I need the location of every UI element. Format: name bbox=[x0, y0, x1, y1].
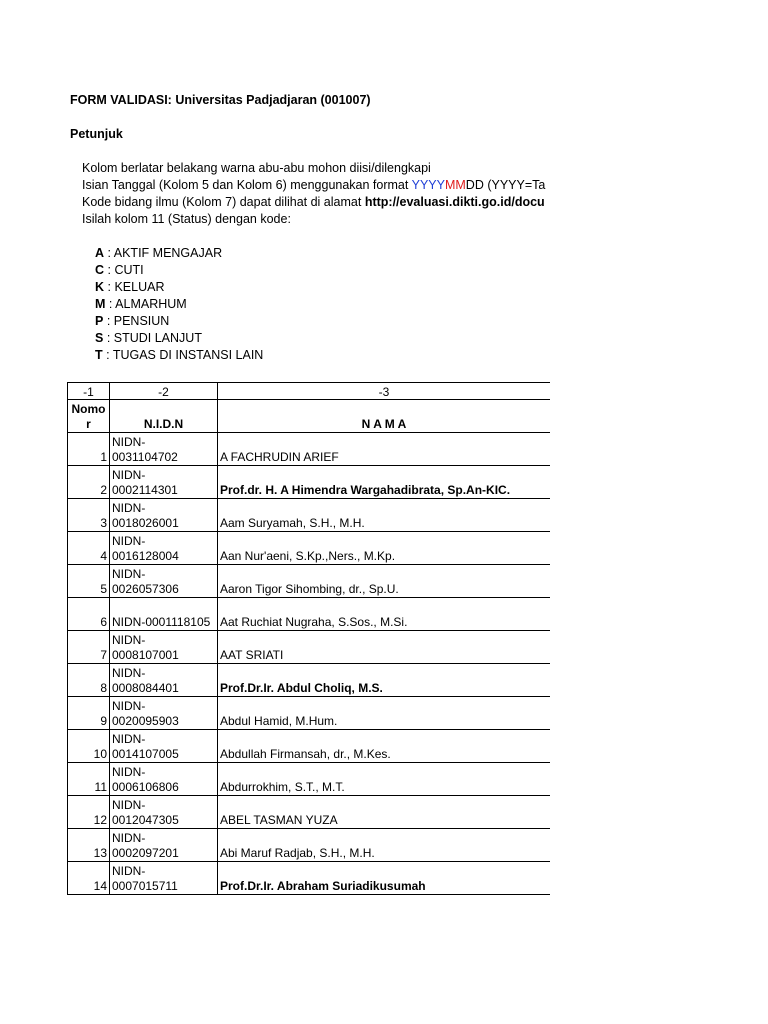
instruction-line-3: Kode bidang ilmu (Kolom 7) dapat dilihat di alamat http://evaluasi.dikti.go.id/docu bbox=[82, 195, 545, 209]
status-code-item bbox=[95, 262, 144, 279]
status-code-description: : ALMARHUM bbox=[105, 297, 187, 311]
nidn-number: NIDN-0001118105 bbox=[112, 615, 211, 629]
nidn-prefix: NIDN- bbox=[112, 831, 146, 845]
col-number-2: -2 bbox=[110, 383, 218, 400]
row-number: 5 bbox=[68, 565, 110, 598]
row-number: 6 bbox=[68, 598, 110, 631]
row-number: 10 bbox=[68, 730, 110, 763]
row-nama: Abdurrokhim, S.T., M.T. bbox=[218, 763, 551, 796]
nidn-prefix: NIDN- bbox=[112, 501, 146, 515]
row-nama: Prof.Dr.Ir. Abdul Choliq, M.S. bbox=[218, 664, 551, 697]
nidn-number: 0002114301 bbox=[112, 483, 178, 497]
status-code-letter: P bbox=[95, 314, 104, 328]
row-nidn bbox=[110, 565, 218, 598]
table-row bbox=[68, 697, 551, 730]
row-nama: Abdul Hamid, M.Hum. bbox=[218, 697, 551, 730]
row-nama: Aaron Tigor Sihombing, dr., Sp.U. bbox=[218, 565, 551, 598]
table-row bbox=[68, 466, 551, 499]
row-nidn bbox=[110, 598, 218, 631]
status-code-item bbox=[95, 296, 187, 313]
row-number: 11 bbox=[68, 763, 110, 796]
row-nama: Aat Ruchiat Nugraha, S.Sos., M.Si. bbox=[218, 598, 551, 631]
row-number: 3 bbox=[68, 499, 110, 532]
table-row bbox=[68, 433, 551, 466]
nidn-number: 0031104702 bbox=[112, 450, 178, 464]
nidn-number: 0006106806 bbox=[112, 780, 179, 794]
row-number: 2 bbox=[68, 466, 110, 499]
table-row bbox=[68, 796, 551, 829]
nidn-number: 0007015711 bbox=[112, 879, 178, 893]
nidn-prefix: NIDN- bbox=[112, 864, 146, 878]
status-code-item bbox=[95, 313, 169, 330]
row-nama: Prof.Dr.Ir. Abraham Suriadikusumah bbox=[218, 862, 551, 895]
nidn-number: 0012047305 bbox=[112, 813, 179, 827]
nidn-number: 0018026001 bbox=[112, 516, 179, 530]
row-nama: Abi Maruf Radjab, S.H., M.H. bbox=[218, 829, 551, 862]
nidn-prefix: NIDN- bbox=[112, 732, 146, 746]
col-number-1: -1 bbox=[68, 383, 110, 400]
status-code-letter: M bbox=[95, 297, 106, 311]
nidn-prefix: NIDN- bbox=[112, 699, 146, 713]
row-nidn bbox=[110, 631, 218, 664]
status-code-letter: A bbox=[95, 246, 105, 260]
nidn-number: 0008107001 bbox=[112, 648, 179, 662]
nidn-prefix: NIDN- bbox=[112, 666, 146, 680]
status-code-item bbox=[95, 330, 202, 347]
table-row bbox=[68, 829, 551, 862]
nidn-prefix: NIDN- bbox=[112, 567, 146, 581]
row-nama: Prof.dr. H. A Himendra Wargahadibrata, Sp.An-KIC. bbox=[218, 466, 551, 499]
row-number: 8 bbox=[68, 664, 110, 697]
status-code-item bbox=[95, 279, 164, 296]
col-label-nomor: Nomo r bbox=[68, 400, 110, 433]
status-code-letter: K bbox=[95, 280, 105, 294]
status-code-description: : KELUAR bbox=[104, 280, 165, 294]
row-nidn bbox=[110, 499, 218, 532]
table-row bbox=[68, 664, 551, 697]
table-body bbox=[68, 433, 551, 895]
row-nama: Abdullah Firmansah, dr., M.Kes. bbox=[218, 730, 551, 763]
table-row bbox=[68, 499, 551, 532]
nidn-prefix: NIDN- bbox=[112, 468, 146, 482]
status-code-item bbox=[95, 347, 263, 364]
status-code-description: : TUGAS DI INSTANSI LAIN bbox=[102, 348, 264, 362]
nidn-number: 0016128004 bbox=[112, 549, 179, 563]
lecturer-table bbox=[67, 382, 550, 895]
row-nidn bbox=[110, 664, 218, 697]
row-number: 4 bbox=[68, 532, 110, 565]
reference-url: http://evaluasi.dikti.go.id/docu bbox=[364, 195, 545, 209]
row-number: 14 bbox=[68, 862, 110, 895]
row-nidn bbox=[110, 697, 218, 730]
col-label-nidn: N.I.D.N bbox=[110, 400, 218, 433]
row-nidn bbox=[110, 763, 218, 796]
row-nama: AAT SRIATI bbox=[218, 631, 551, 664]
status-code-description: : CUTI bbox=[104, 263, 144, 277]
instructions-heading: Petunjuk bbox=[70, 127, 123, 141]
row-nidn bbox=[110, 730, 218, 763]
nidn-prefix: NIDN- bbox=[112, 765, 146, 779]
table-row bbox=[68, 532, 551, 565]
row-number: 13 bbox=[68, 829, 110, 862]
row-nama: ABEL TASMAN YUZA bbox=[218, 796, 551, 829]
row-nidn bbox=[110, 433, 218, 466]
row-nidn bbox=[110, 466, 218, 499]
nidn-prefix: NIDN- bbox=[112, 435, 146, 449]
format-mm: MM bbox=[444, 178, 466, 192]
table-row bbox=[68, 862, 551, 895]
status-code-description: : AKTIF MENGAJAR bbox=[104, 246, 223, 260]
form-title: FORM VALIDASI: Universitas Padjadjaran (001007) bbox=[70, 93, 371, 107]
status-code-letter: S bbox=[95, 331, 104, 345]
table-row bbox=[68, 730, 551, 763]
row-nidn bbox=[110, 796, 218, 829]
col-number-3: -3 bbox=[218, 383, 551, 400]
nidn-prefix: NIDN- bbox=[112, 633, 146, 647]
instruction-line-1: Kolom berlatar belakang warna abu-abu mohon diisi/dilengkapi bbox=[82, 161, 431, 175]
row-number: 1 bbox=[68, 433, 110, 466]
row-number: 9 bbox=[68, 697, 110, 730]
row-number: 7 bbox=[68, 631, 110, 664]
row-nama: Aan Nur'aeni, S.Kp.,Ners., M.Kp. bbox=[218, 532, 551, 565]
col-label-nama: N A M A bbox=[218, 400, 551, 433]
nidn-number: 0020095903 bbox=[112, 714, 179, 728]
status-code-description: : PENSIUN bbox=[103, 314, 170, 328]
row-nama: Aam Suryamah, S.H., M.H. bbox=[218, 499, 551, 532]
nidn-number: 0014107005 bbox=[112, 747, 179, 761]
status-code-letter: C bbox=[95, 263, 105, 277]
status-code-item bbox=[95, 245, 222, 262]
column-number-row bbox=[68, 383, 551, 400]
nidn-prefix: NIDN- bbox=[112, 798, 146, 812]
row-nidn bbox=[110, 829, 218, 862]
nidn-number: 0008084401 bbox=[112, 681, 179, 695]
row-nidn bbox=[110, 862, 218, 895]
nidn-number: 0002097201 bbox=[112, 846, 179, 860]
table-row bbox=[68, 565, 551, 598]
instruction-line-4: Isilah kolom 11 (Status) dengan kode: bbox=[82, 212, 291, 226]
format-yyyy: YYYY bbox=[411, 178, 445, 192]
row-number: 12 bbox=[68, 796, 110, 829]
table-row bbox=[68, 631, 551, 664]
table-row bbox=[68, 763, 551, 796]
nidn-number: 0026057306 bbox=[112, 582, 179, 596]
row-nidn bbox=[110, 532, 218, 565]
column-label-row bbox=[68, 400, 551, 433]
status-code-description: : STUDI LANJUT bbox=[103, 331, 202, 345]
instruction-line-2: Isian Tanggal (Kolom 5 dan Kolom 6) menggunakan format YYYYMMDD (YYYY=Ta bbox=[82, 178, 546, 192]
nidn-prefix: NIDN- bbox=[112, 534, 146, 548]
table-row bbox=[68, 598, 551, 631]
status-code-letter: T bbox=[95, 348, 103, 362]
row-nama: A FACHRUDIN ARIEF bbox=[218, 433, 551, 466]
